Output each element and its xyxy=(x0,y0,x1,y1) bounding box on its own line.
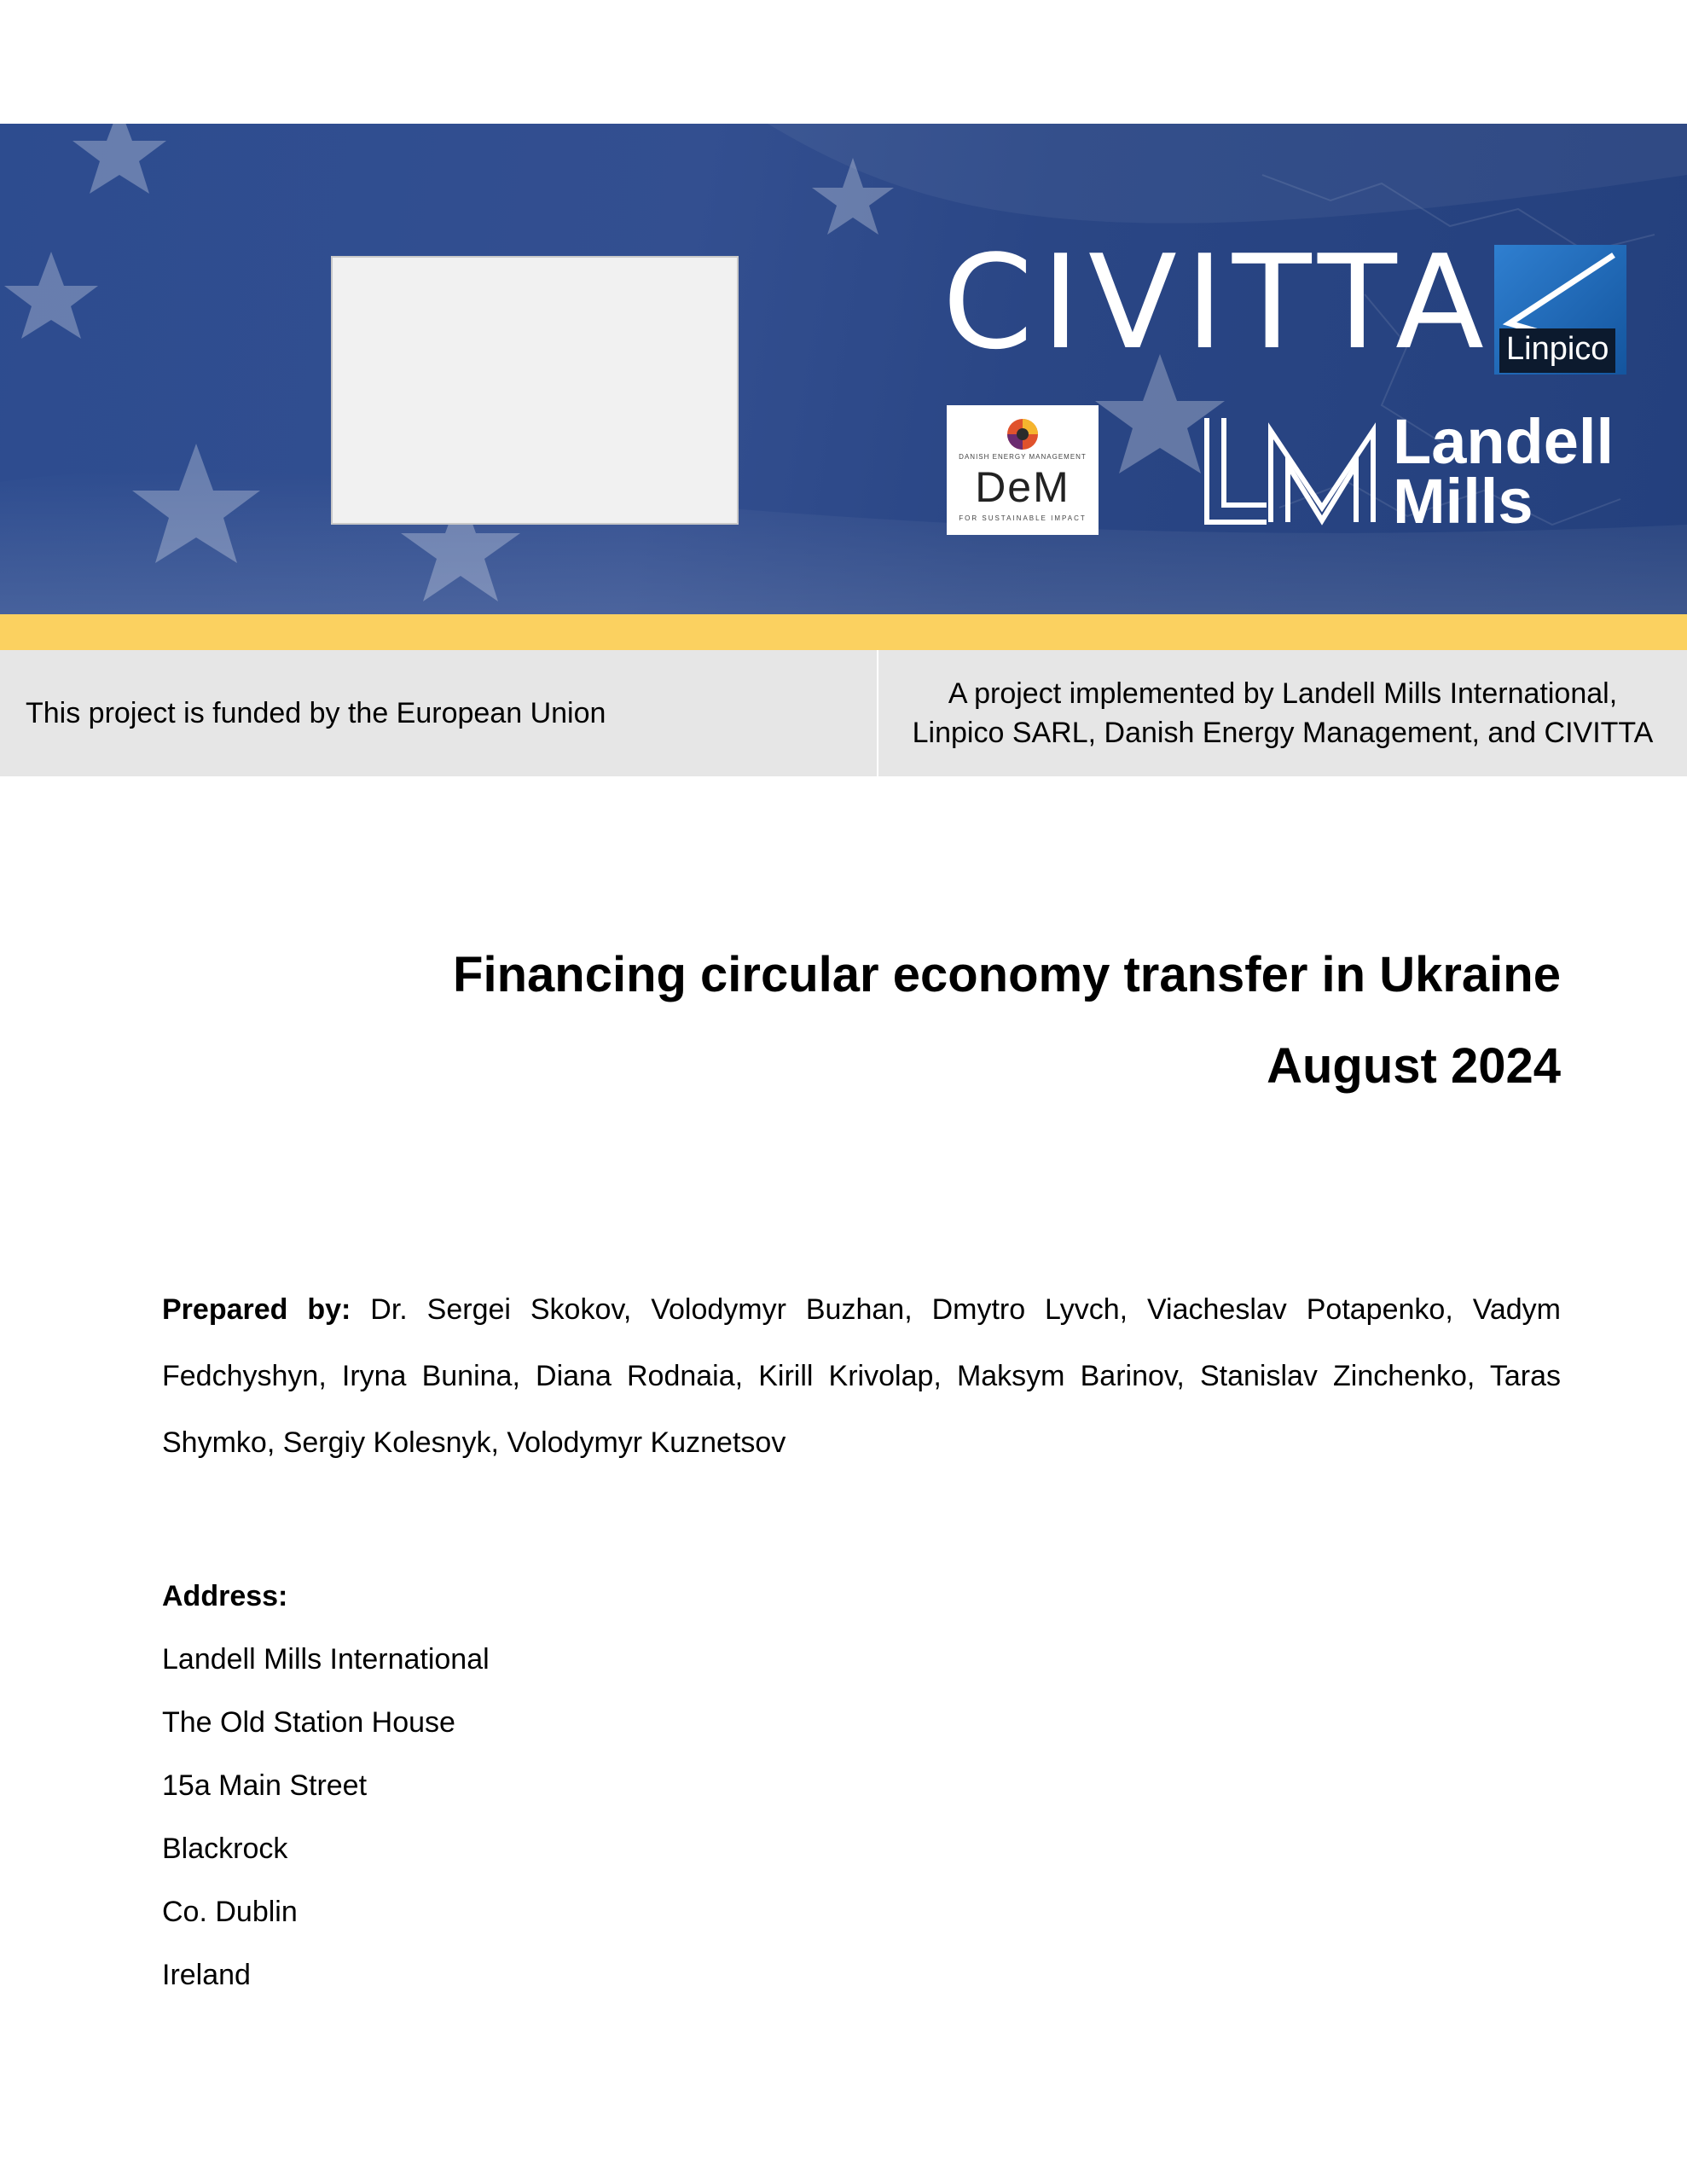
document-title: Financing circular economy transfer in Ukraine xyxy=(453,947,1561,1002)
funding-info-bar xyxy=(0,650,1687,776)
implementers-line-2: Linpico SARL, Danish Energy Management, and CIVITTA xyxy=(912,717,1654,749)
linpico-logo-text: Linpico xyxy=(1499,328,1615,373)
landell-mills-logo-text: Landell Mills xyxy=(1393,406,1615,537)
funding-statement-cell xyxy=(2,650,875,776)
dem-top-text: DANISH ENERGY MANAGEMENT xyxy=(959,453,1087,461)
funding-statement: This project is funded by the European Union xyxy=(26,696,606,729)
dem-bottom-text: FOR SUSTAINABLE IMPACT xyxy=(959,514,1087,522)
dem-logo xyxy=(947,405,1099,535)
address-line: Blackrock xyxy=(162,1833,288,1865)
document-date: August 2024 xyxy=(1267,1038,1561,1094)
prepared-by-section xyxy=(162,1276,1561,1476)
address-line: The Old Station House xyxy=(162,1706,455,1739)
civitta-logo: CIVITTA xyxy=(942,227,1493,378)
dem-main-text: DeM xyxy=(975,463,1070,511)
prepared-by-label: Prepared by: xyxy=(162,1293,351,1326)
address-line: Ireland xyxy=(162,1959,251,1991)
address-section xyxy=(162,1565,490,2007)
address-line: Co. Dublin xyxy=(162,1896,298,1928)
implementers-cell xyxy=(878,650,1687,776)
address-line: Landell Mills International xyxy=(162,1643,490,1676)
dem-circle-icon xyxy=(1006,417,1040,451)
address-line: 15a Main Street xyxy=(162,1769,368,1802)
image-placeholder xyxy=(331,256,739,525)
address-label: Address: xyxy=(162,1580,288,1612)
landell-mills-monogram-icon xyxy=(1203,414,1390,526)
implementers-line-1: A project implemented by Landell Mills International, xyxy=(948,677,1618,710)
yellow-stripe xyxy=(0,614,1687,650)
prepared-by-names: Dr. Sergei Skokov, Volodymyr Buzhan, Dmytro Lyvch, Viacheslav Potapenko, Vadym Fedchyshyn, Iryna Bunina, Diana Rodnaia, Kirill Krivolap, Maksym Barinov, Stanislav Zinchenko, Taras Shymko, Sergiy Kolesnyk, Volodymyr Kuznetsov xyxy=(162,1293,1561,1459)
